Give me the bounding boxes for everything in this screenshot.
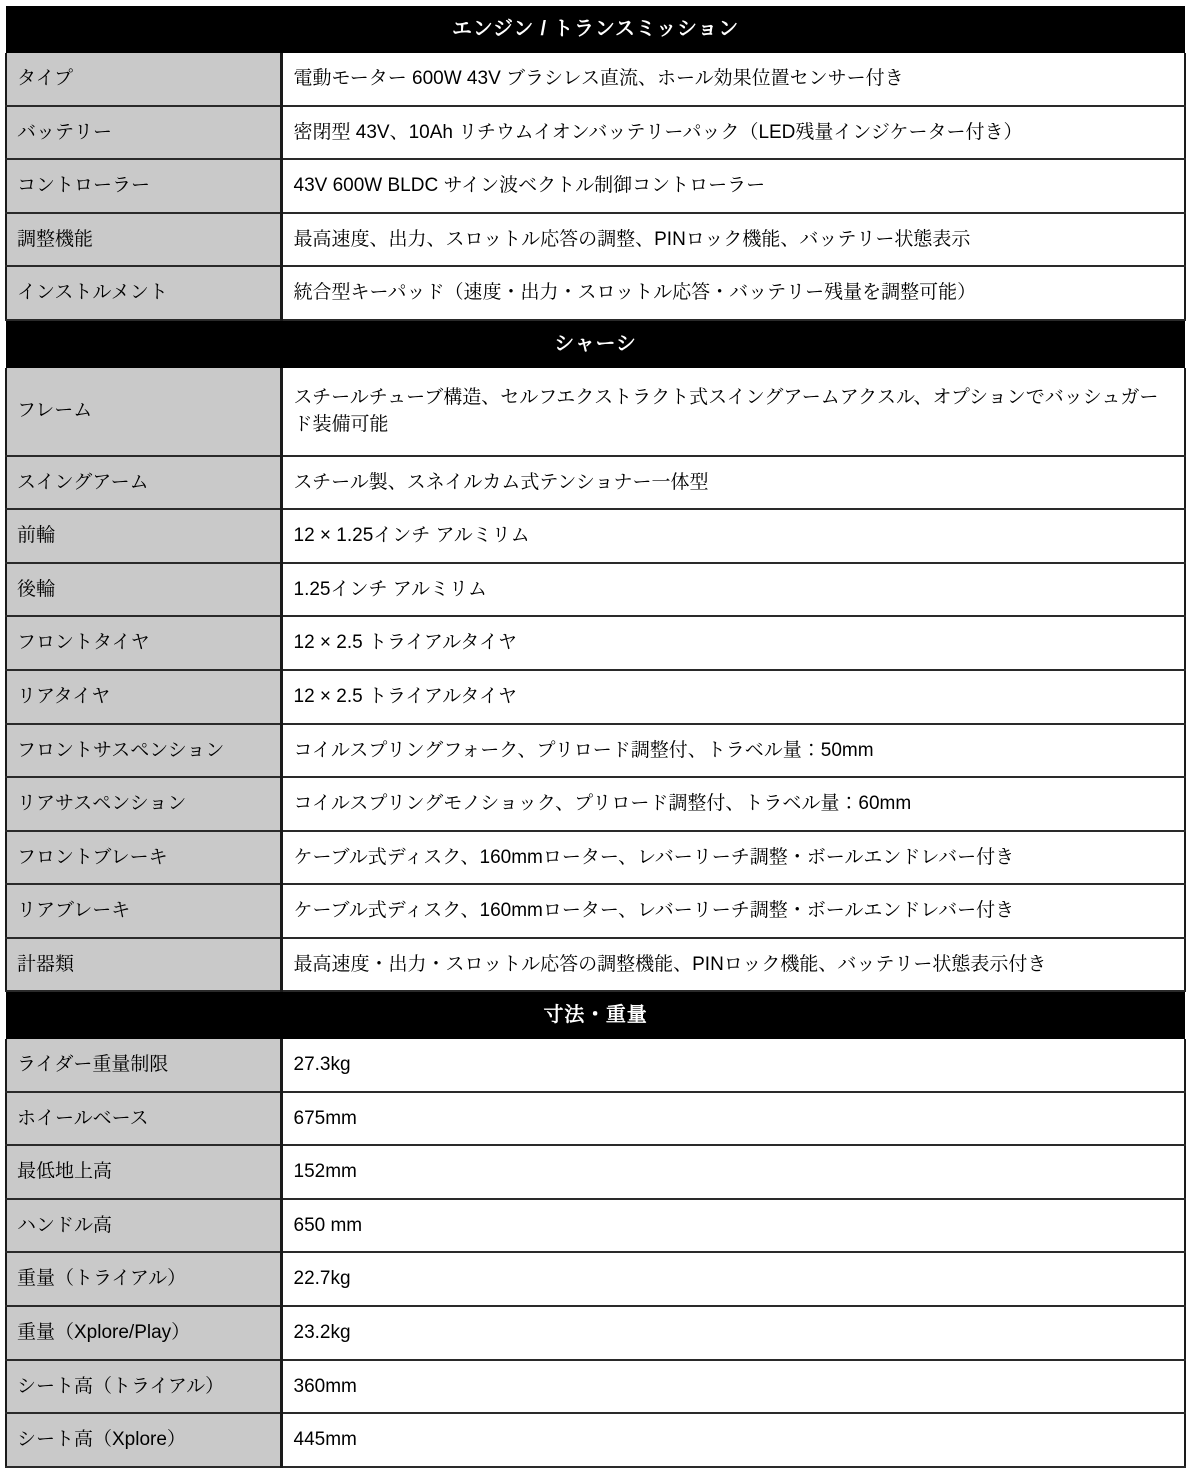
table-row — [6, 159, 1185, 213]
table-row — [6, 1306, 1185, 1360]
section-heading: シャーシ — [6, 320, 1185, 368]
spec-value: コイルスプリングモノショック、プリロード調整付、トラベル量：60mm — [281, 777, 1185, 831]
spec-label: コントローラー — [6, 159, 281, 213]
table-row — [6, 53, 1185, 106]
spec-label: スイングアーム — [6, 456, 281, 510]
table-row — [6, 106, 1185, 160]
spec-label: 後輪 — [6, 563, 281, 617]
spec-value: スチール製、スネイルカム式テンショナー一体型 — [281, 456, 1185, 510]
spec-value: 22.7kg — [281, 1252, 1185, 1306]
table-row — [6, 616, 1185, 670]
table-row — [6, 1413, 1185, 1467]
section-heading: 寸法・重量 — [6, 991, 1185, 1039]
table-row — [6, 1199, 1185, 1253]
table-row — [6, 509, 1185, 563]
spec-label: バッテリー — [6, 106, 281, 160]
spec-value: 675mm — [281, 1092, 1185, 1146]
spec-label: シート高（トライアル） — [6, 1360, 281, 1414]
table-row — [6, 831, 1185, 885]
spec-value: 23.2kg — [281, 1306, 1185, 1360]
spec-value: 統合型キーパッド（速度・出力・スロットル応答・バッテリー残量を調整可能） — [281, 266, 1185, 320]
table-row — [6, 777, 1185, 831]
spec-label: 前輪 — [6, 509, 281, 563]
spec-value: ケーブル式ディスク、160mmローター、レバーリーチ調整・ボールエンドレバー付き — [281, 884, 1185, 938]
table-row — [6, 1039, 1185, 1092]
spec-label: フレーム — [6, 368, 281, 456]
spec-label: フロントサスペンション — [6, 724, 281, 778]
table-row — [6, 884, 1185, 938]
spec-label: フロントブレーキ — [6, 831, 281, 885]
spec-value: 152mm — [281, 1145, 1185, 1199]
spec-label: 調整機能 — [6, 213, 281, 267]
spec-value: 27.3kg — [281, 1039, 1185, 1092]
section-heading: エンジン / トランスミッション — [6, 6, 1185, 53]
table-row — [6, 1360, 1185, 1414]
spec-label: 最低地上高 — [6, 1145, 281, 1199]
table-row — [6, 1092, 1185, 1146]
spec-value: 445mm — [281, 1413, 1185, 1467]
spec-label: ライダー重量制限 — [6, 1039, 281, 1092]
table-body — [6, 6, 1185, 1467]
table-row — [6, 368, 1185, 456]
table-row — [6, 1145, 1185, 1199]
section-header-row — [6, 320, 1185, 368]
table-row — [6, 563, 1185, 617]
spec-value: コイルスプリングフォーク、プリロード調整付、トラベル量：50mm — [281, 724, 1185, 778]
spec-label: 重量（トライアル） — [6, 1252, 281, 1306]
table-row — [6, 1252, 1185, 1306]
spec-label: ホイールベース — [6, 1092, 281, 1146]
section-header-row — [6, 6, 1185, 53]
spec-label: ハンドル高 — [6, 1199, 281, 1253]
spec-value: 電動モーター 600W 43V ブラシレス直流、ホール効果位置センサー付き — [281, 53, 1185, 106]
spec-value: 1.25インチ アルミリム — [281, 563, 1185, 617]
table-row — [6, 266, 1185, 320]
table-row — [6, 670, 1185, 724]
spec-value: 12 × 2.5 トライアルタイヤ — [281, 670, 1185, 724]
spec-label: タイプ — [6, 53, 281, 106]
spec-value: 最高速度、出力、スロットル応答の調整、PINロック機能、バッテリー状態表示 — [281, 213, 1185, 267]
spec-label: 重量（Xplore/Play） — [6, 1306, 281, 1360]
spec-value: スチールチューブ構造、セルフエクストラクト式スイングアームアクスル、オプションでバッシュガード装備可能 — [281, 368, 1185, 456]
spec-value: 密閉型 43V、10Ah リチウムイオンバッテリーパック（LED残量インジケーター付き） — [281, 106, 1185, 160]
spec-label: シート高（Xplore） — [6, 1413, 281, 1467]
specification-table — [5, 6, 1186, 1468]
spec-label: リアサスペンション — [6, 777, 281, 831]
spec-label: インストルメント — [6, 266, 281, 320]
spec-value: 12 × 1.25インチ アルミリム — [281, 509, 1185, 563]
spec-value: 43V 600W BLDC サイン波ベクトル制御コントローラー — [281, 159, 1185, 213]
spec-label: 計器類 — [6, 938, 281, 992]
table-row — [6, 456, 1185, 510]
table-row — [6, 938, 1185, 992]
section-header-row — [6, 991, 1185, 1039]
spec-value: 650 mm — [281, 1199, 1185, 1253]
spec-label: フロントタイヤ — [6, 616, 281, 670]
spec-value: 360mm — [281, 1360, 1185, 1414]
table-row — [6, 213, 1185, 267]
spec-value: 12 × 2.5 トライアルタイヤ — [281, 616, 1185, 670]
table-row — [6, 724, 1185, 778]
spec-label: リアブレーキ — [6, 884, 281, 938]
spec-label: リアタイヤ — [6, 670, 281, 724]
spec-value: 最高速度・出力・スロットル応答の調整機能、PINロック機能、バッテリー状態表示付き — [281, 938, 1185, 992]
spec-value: ケーブル式ディスク、160mmローター、レバーリーチ調整・ボールエンドレバー付き — [281, 831, 1185, 885]
